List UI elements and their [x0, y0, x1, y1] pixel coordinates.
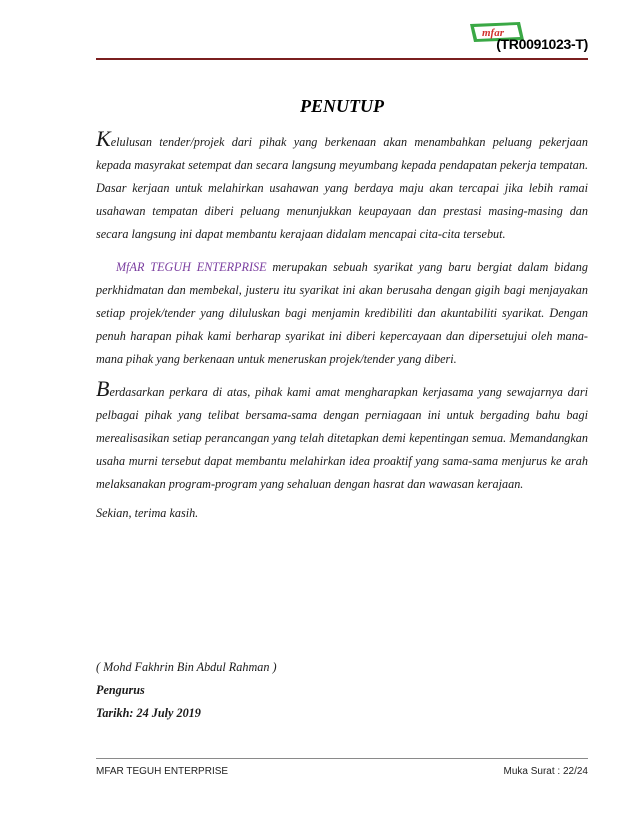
signatory-name: ( Mohd Fakhrin Bin Abdul Rahman ) — [96, 660, 277, 674]
footer-page-number: Muka Surat : 22/24 — [503, 766, 588, 777]
company-name: MfAR TEGUH ENTERPRISE — [116, 260, 267, 274]
signatory-position: Pengurus — [96, 683, 145, 697]
page-title: PENUTUP — [300, 96, 384, 116]
document-body — [96, 96, 588, 521]
page-header — [96, 18, 588, 64]
paragraph-1-initial: K — [96, 126, 111, 151]
company-logo — [468, 20, 588, 54]
closing-line: Sekian, terima kasih. — [96, 506, 199, 520]
signature-block — [96, 656, 588, 725]
paragraph-3-text: erdasarkan perkara di atas, pihak kami amat mengharapkan kerjasama yang sewajarnya dari pelbagai pihak yang telibat bersama-sama dengan perniagaan ini untuk bergading bahu bagi merealisasikan setiap perancangan yang telah ditetapkan demi kepentingan semua. Memandangkan usaha murni tersebut dapat membantu melahirkan idea proaktif yang sama-sama menjurus ke arah melaksanakan program-program yang sehaluan dengan hasrat dan wawasan kerajaan. — [96, 385, 588, 491]
footer-company: MFAR TEGUH ENTERPRISE — [96, 766, 229, 777]
footer-divider — [96, 758, 588, 759]
registration-number: (TR0091023-T) — [496, 36, 588, 52]
paragraph-3 — [96, 376, 588, 496]
paragraph-2-text: merupakan sebuah syarikat yang baru bergiat dalam bidang perkhidmatan dan membekal, justeru itu syarikat ini akan berusaha dengan gigih bagi menjayakan setiap projek/tender yang diluluskan bagi menjamin kredibiliti dan akuntabiliti syarikat. Dengan penuh harapan pihak kami berharap syarikat ini diberi kepercayaan dan dipersetujui oleh mana-mana pihak yang berkenaan untuk meneruskan projek/tender yang diberi. — [96, 260, 588, 366]
paragraph-2 — [96, 256, 588, 371]
paragraph-1 — [96, 126, 588, 246]
svg-text:mfar: mfar — [482, 27, 504, 39]
paragraph-3-initial: B — [96, 376, 110, 401]
signature-date: Tarikh: 24 July 2019 — [96, 706, 201, 720]
paragraph-1-text: elulusan tender/projek dari pihak yang berkenaan akan menambahkan peluang pekerjaan kepada masyrakat setempat dan secara langsung meyumbang kepada pendapatan pekerja tempatan. Dasar kerjaan untuk melahirkan usahawan yang berdaya maju akan tercapai jika lebih ramai usahawan tempatan diberi peluang menunjukkan keupayaan dan prestasi masing-masing dan secara langsung ini dapat membantu kerajaan didalam mencapai cita-cita tersebut. — [96, 135, 588, 241]
header-divider — [96, 58, 588, 60]
